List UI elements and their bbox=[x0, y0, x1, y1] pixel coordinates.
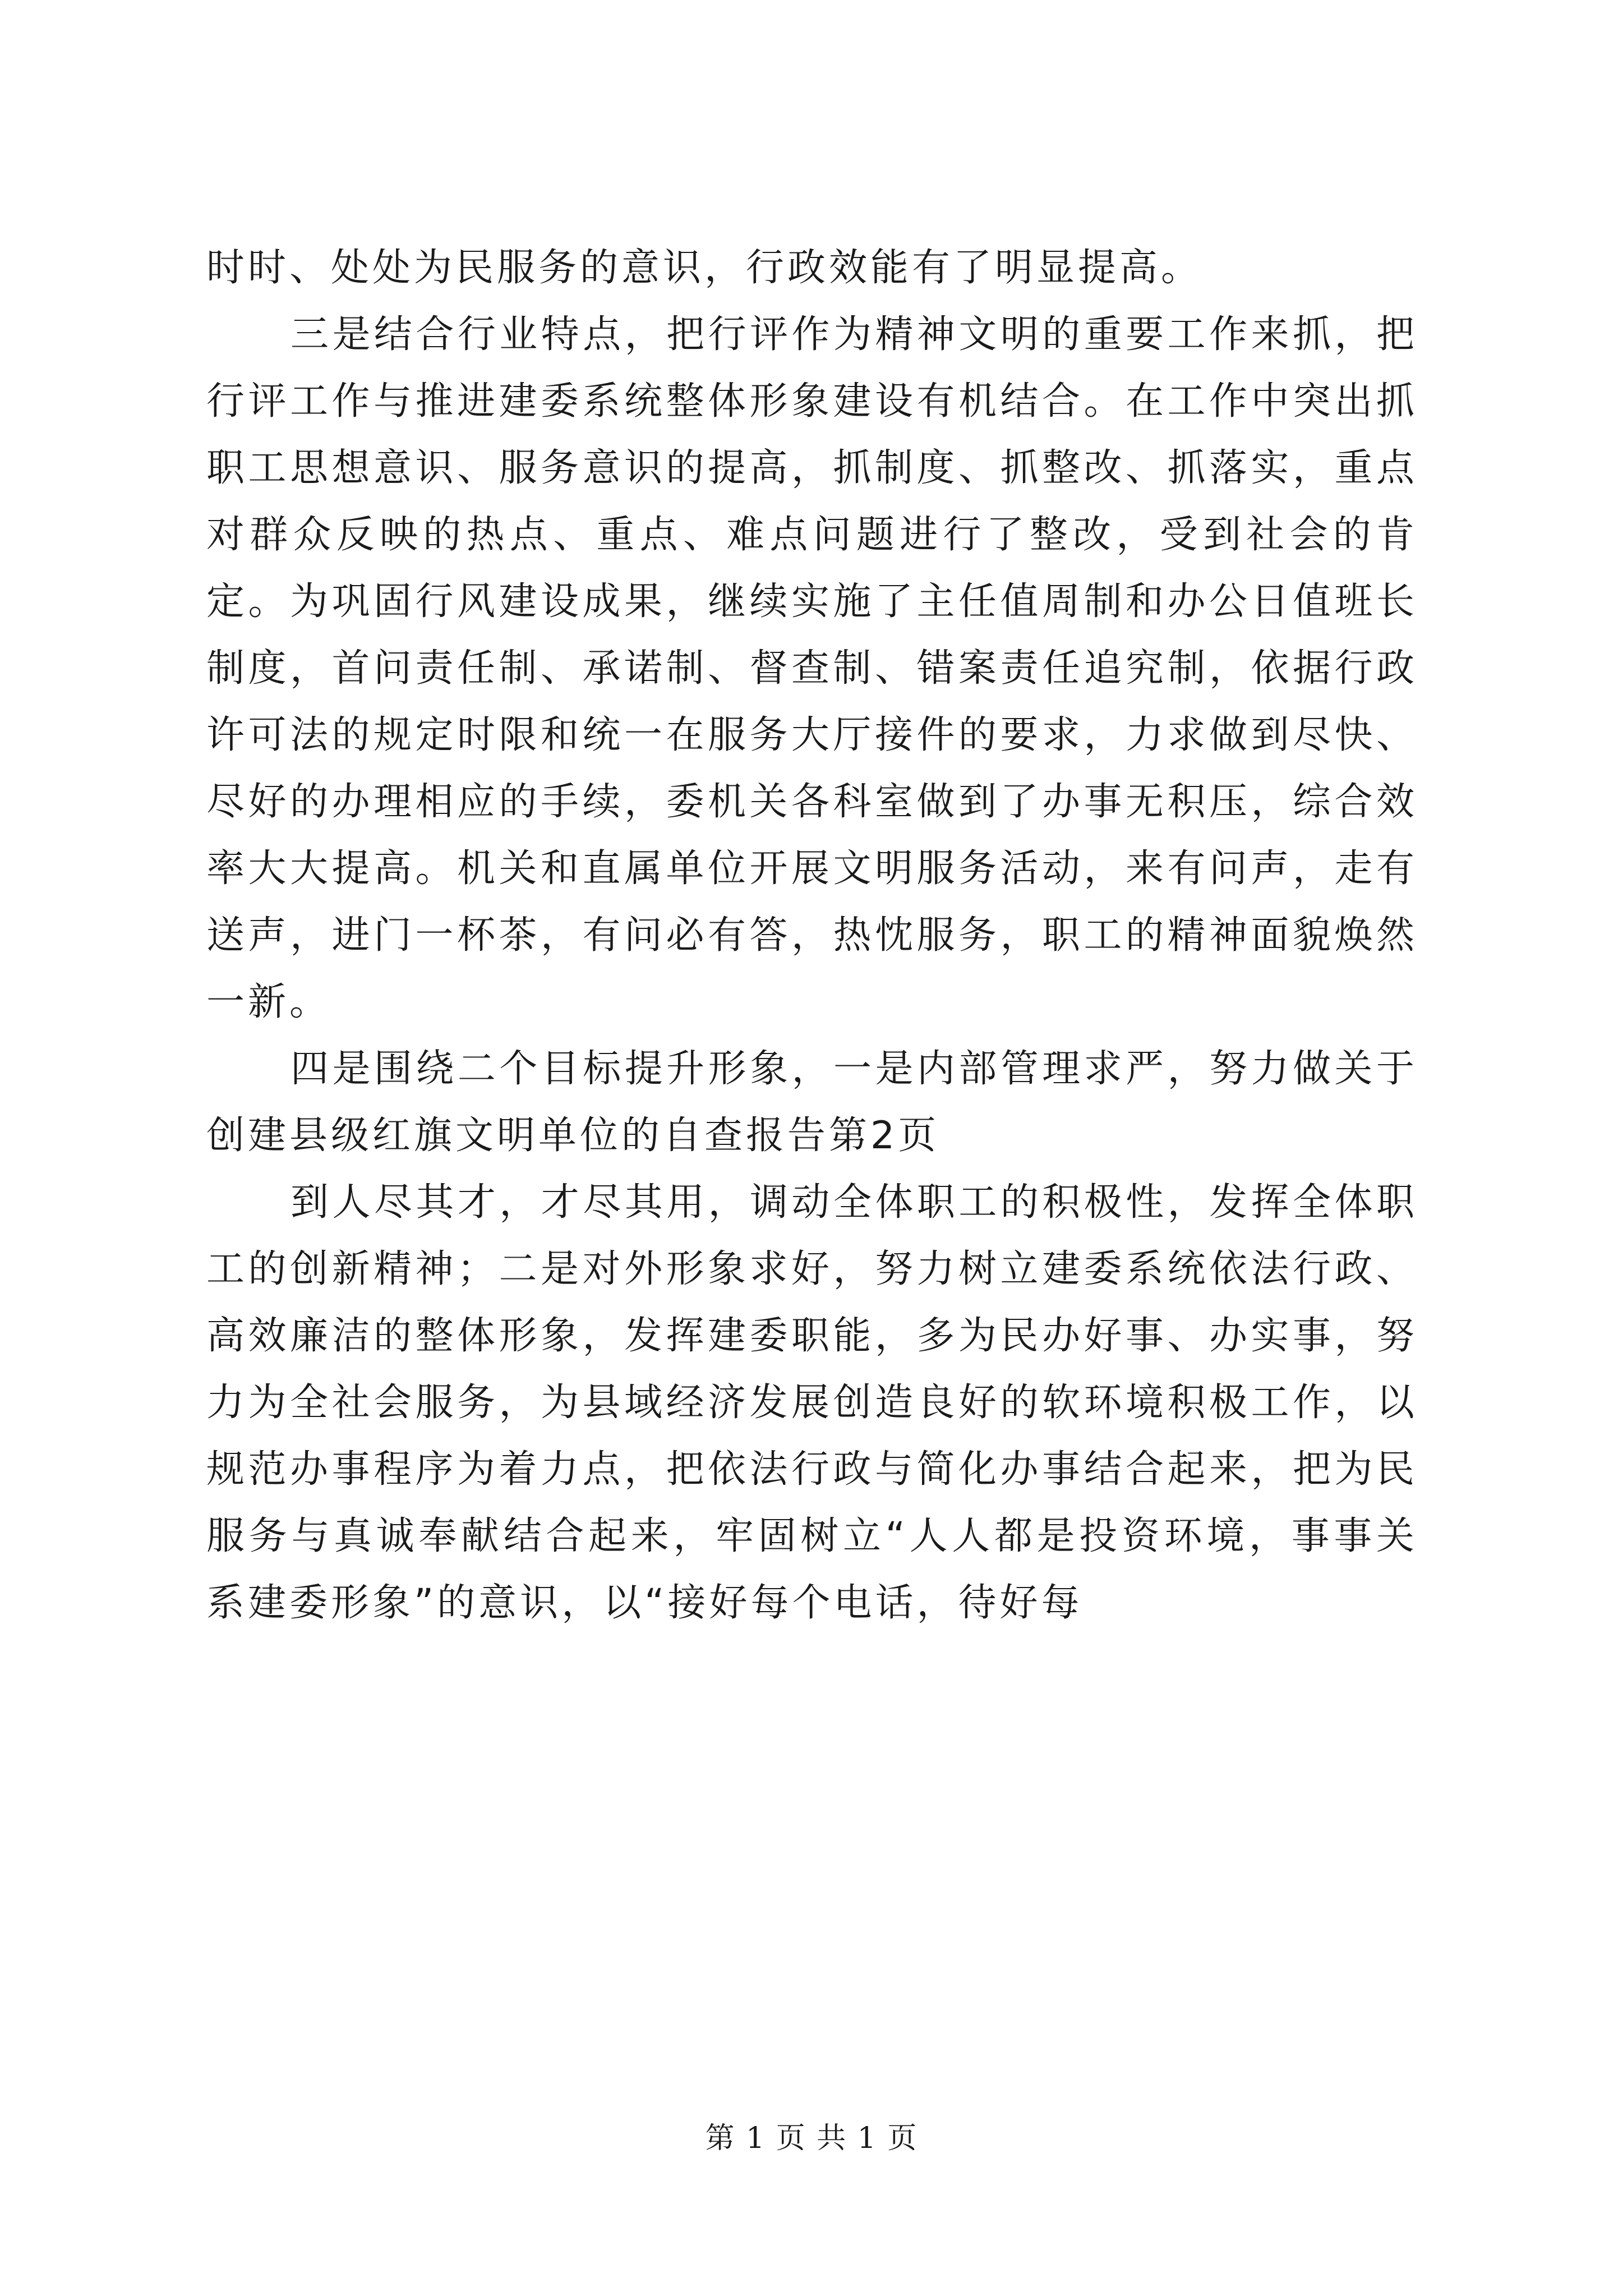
page-footer: 第 1 页 共 1 页 bbox=[705, 2122, 918, 2155]
paragraph-item-four-continued: 到人尽其才，才尽其用，调动全体职工的积极性，发挥全体职工的创新精神；二是对外形象求好，努力树立建委系统依法行政、高效廉洁的整体形象，发挥建委职能，多为民办好事、办实事，努力为全社会服务，为县域经济发展创造良好的软环境积极工作，以规范办事程序为着力点，把依法行政与简化办事结合起来，把为民服务与真诚奉献结合起来，牢固树立“人人都是投资环境，事事关系建委形象”的意识，以“接好每个电话，待好每 bbox=[206, 1180, 1418, 1625]
paragraph-item-four: 四是围绕二个目标提升形象，一是内部管理求严，努力做关于创建县级红旗文明单位的自查报告第2页 bbox=[206, 1047, 1418, 1158]
paragraph-item-three: 三是结合行业特点，把行评作为精神文明的重要工作来抓，把行评工作与推进建委系统整体形象建设有机结合。在工作中突出抓职工思想意识、服务意识的提高，抓制度、抓整改、抓落实，重点对群众反映的热点、重点、难点问题进行了整改，受到社会的肯定。为巩固行风建设成果，继续实施了主任值周制和办公日值班长制度，首问责任制、承诺制、督查制、错案责任追究制，依据行政许可法的规定时限和统一在服务大厅接件的要求，力求做到尽快、尽好的办理相应的手续，委机关各科室做到了办事无积压，综合效率大大提高。机关和直属单位开展文明服务活动，来有问声，走有送声，进门一杯茶，有问必有答，热忱服务，职工的精神面貌焕然一新。 bbox=[206, 312, 1418, 1024]
paragraph-continuation: 时时、处处为民服务的意识，行政效能有了明显提高。 bbox=[206, 246, 1203, 290]
document-body bbox=[206, 234, 1418, 1636]
